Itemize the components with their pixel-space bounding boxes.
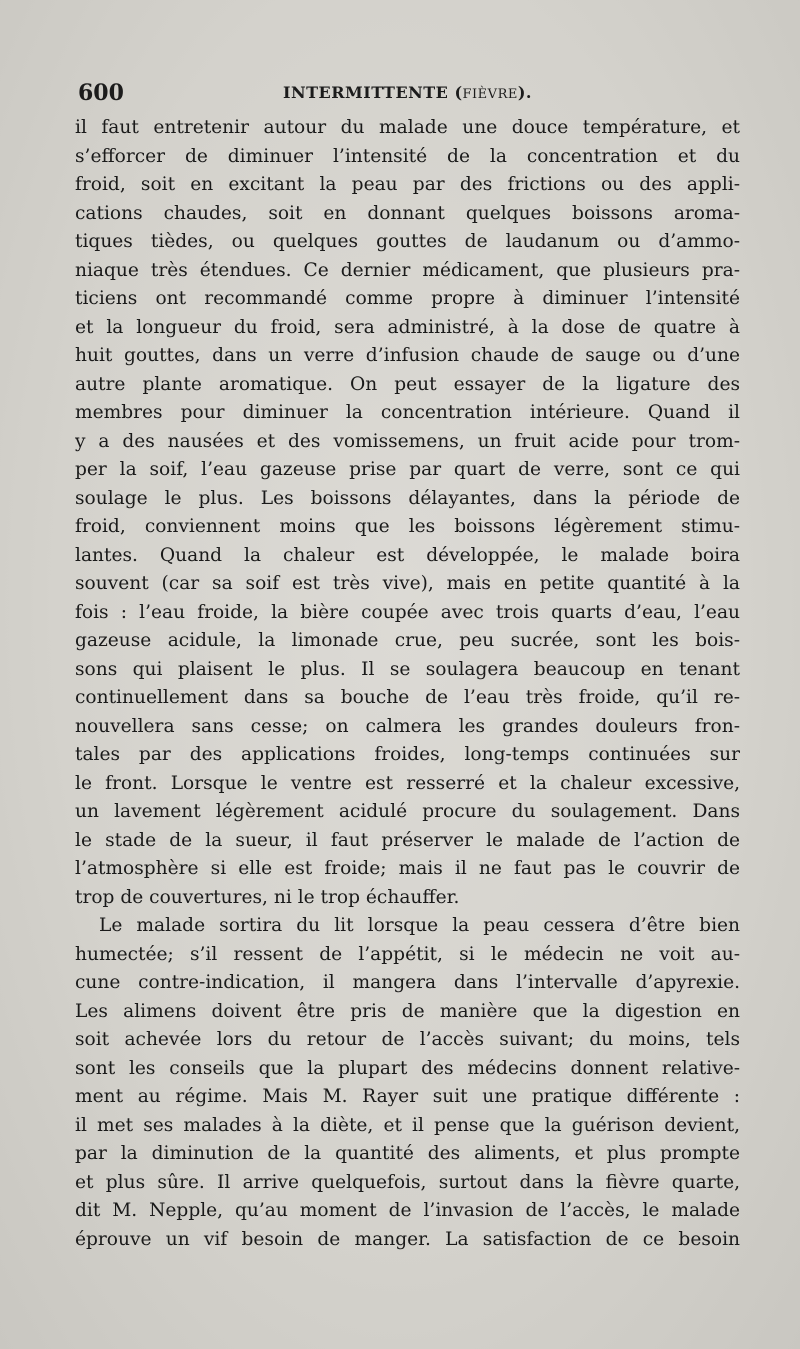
text-line: humectée; s’il ressent de l’appétit, si le médecin ne voit au- <box>75 943 740 965</box>
page-header <box>78 78 740 108</box>
text-line: ticiens ont recommandé comme propre à diminuer l’intensité <box>75 288 740 309</box>
text-line: per la soif, l’eau gazeuse prise par quart de verre, sont ce qui <box>75 459 740 480</box>
running-head <box>283 78 532 110</box>
text-line: et la longueur du froid, sera administré, à la dose de quatre à <box>75 316 740 338</box>
text-line: continuellement dans sa bouche de l’eau très froide, qu’il re- <box>75 687 740 708</box>
text-line: huit gouttes, dans un verre d’infusion chaude de sauge ou d’une <box>75 345 740 366</box>
running-head-paren-close: ). <box>517 83 532 102</box>
text-line: souvent (car sa soif est très vive), mais en petite quantité à la <box>75 573 740 594</box>
text-line: il faut entretenir autour du malade une douce température, et <box>75 117 740 138</box>
text-line: ment au régime. Mais M. Rayer suit une pratique différente : <box>75 1086 740 1107</box>
text-line: lantes. Quand la chaleur est développée, le malade boira <box>75 544 740 566</box>
paragraph-1 <box>75 114 740 912</box>
text-line: cations chaudes, soit en donnant quelques boissons aroma- <box>75 202 740 224</box>
text-line: dit M. Nepple, qu’au moment de l’invasion de l’accès, le malade <box>75 1200 740 1221</box>
text-line: soulage le plus. Les boissons délayantes, dans la période de <box>75 487 740 509</box>
text-line: nouvellera sans cesse; on calmera les grandes douleurs fron- <box>75 715 740 737</box>
text-line: Le malade sortira du lit lorsque la peau cessera d’être bien <box>99 915 740 936</box>
text-line: fois : l’eau froide, la bière coupée avec trois quarts d’eau, l’eau <box>75 601 740 623</box>
running-head-sub: FIÈVRE <box>462 87 518 102</box>
text-line: un lavement légèrement acidulé procure du soulagement. Dans <box>75 801 740 822</box>
text-line: niaque très étendues. Ce dernier médicament, que plusieurs pra- <box>75 259 740 281</box>
text-line: froid, soit en excitant la peau par des frictions ou des appli- <box>75 174 740 195</box>
text-line: il met ses malades à la diète, et il pense que la guérison devient, <box>75 1114 740 1136</box>
text-line: trop de couvertures, ni le trop échauffer. <box>75 886 460 908</box>
text-line: tales par des applications froides, long-temps continuées sur <box>75 744 740 765</box>
text-line: y a des nausées et des vomissemens, un fruit acide pour trom- <box>75 430 740 452</box>
text-line: par la diminution de la quantité des aliments, et plus prompte <box>75 1143 740 1164</box>
body-text <box>75 114 740 1254</box>
text-line: soit achevée lors du retour de l’accès suivant; du moins, tels <box>75 1029 740 1050</box>
text-line: le front. Lorsque le ventre est resserré et la chaleur excessive, <box>75 772 740 794</box>
running-head-paren-open: ( <box>454 83 463 102</box>
page-number: 600 <box>78 80 124 106</box>
text-line: cune contre-indication, il mangera dans l’intervalle d’apyrexie. <box>75 972 740 993</box>
running-head-main: INTERMITTENTE <box>283 83 449 102</box>
text-line: froid, conviennent moins que les boissons légèrement stimu- <box>75 516 740 537</box>
text-line: le stade de la sueur, il faut préserver le malade de l’action de <box>75 829 740 851</box>
text-line: tiques tièdes, ou quelques gouttes de laudanum ou d’ammo- <box>75 231 740 252</box>
text-line: sont les conseils que la plupart des médecins donnent relative- <box>75 1057 740 1079</box>
paragraph-2 <box>75 912 740 1254</box>
text-line: éprouve un vif besoin de manger. La satisfaction de ce besoin <box>75 1228 740 1250</box>
text-line: membres pour diminuer la concentration intérieure. Quand il <box>75 402 740 423</box>
text-line: s’efforcer de diminuer l’intensité de la concentration et du <box>75 145 740 167</box>
text-line: Les alimens doivent être pris de manière que la digestion en <box>75 1000 740 1022</box>
text-line: sons qui plaisent le plus. Il se soulagera beaucoup en tenant <box>75 658 740 680</box>
text-line: et plus sûre. Il arrive quelquefois, surtout dans la fièvre quarte, <box>75 1171 740 1193</box>
text-line: autre plante aromatique. On peut essayer de la ligature des <box>75 373 740 395</box>
text-line: gazeuse acidule, la limonade crue, peu sucrée, sont les bois- <box>75 630 740 651</box>
text-line: l’atmosphère si elle est froide; mais il ne faut pas le couvrir de <box>75 858 740 879</box>
